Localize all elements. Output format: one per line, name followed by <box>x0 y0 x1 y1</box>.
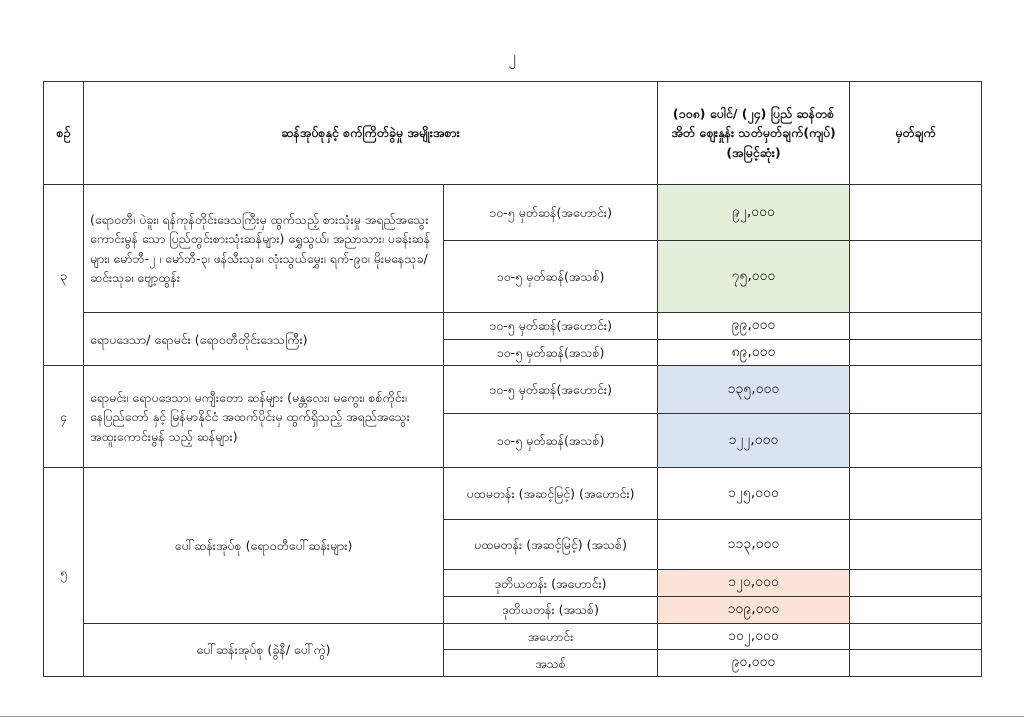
header-category: ဆန်အုပ်စုနှင့် စက်ကြိတ်ခွဲမှု အမျိုးအစား <box>84 82 658 185</box>
row-number: ၅ <box>44 468 84 677</box>
category-desc: ရောမင်း၊ ရောပဒေသာ၊ မကျီးတော ဆန်များ (မန္တလေး၊ မကွေး၊ စစ်ကိုင်း၊ နေပြည်တော် နှင့် မြန်မာနိုင်ငံ အထက်ပိုင်းမှ ထွက်ရှိသည့် အရည်အသွေး အထူးကောင်းမွန် သည့် ဆန်များ) <box>84 366 444 468</box>
remark-cell <box>850 570 982 597</box>
price-cell: ၁၂၀,၀၀၀ <box>658 570 850 597</box>
grade-cell: ၁၀-၅ မှတ်ဆန်(အသစ်) <box>444 339 658 366</box>
price-cell: ၉၀,၀၀၀ <box>658 650 850 677</box>
grade-cell: ၁၀-၅ မှတ်ဆန်(အသစ်) <box>444 414 658 468</box>
grade-cell: ဒုတိယတန်း (အဟောင်း) <box>444 570 658 597</box>
grade-cell: ဒုတိယတန်း (အသစ်) <box>444 597 658 624</box>
remark-cell <box>850 366 982 414</box>
table-row <box>44 366 982 414</box>
price-cell: ၉၂,၀၀၀ <box>658 185 850 241</box>
remark-cell <box>850 414 982 468</box>
remark-cell <box>850 597 982 624</box>
header-no: စဉ် <box>44 82 84 185</box>
grade-cell: ၁၀-၅ မှတ်ဆန်(အသစ်) <box>444 241 658 313</box>
grade-cell: ၁၀-၅ မှတ်ဆန်(အဟောင်း) <box>444 366 658 414</box>
header-price: (၁၀၈) ပေါင်/ (၂၄) ပြည် ဆန်တစ်အိတ် ဈေးနှုန်း သတ်မှတ်ချက်(ကျပ်) (အမြင့်ဆုံး) <box>658 82 850 185</box>
price-cell: ၁၂၂,၀၀၀ <box>658 414 850 468</box>
grade-cell: ၁၀-၅ မှတ်ဆန်(အဟောင်း) <box>444 313 658 340</box>
price-cell: ၁၃၅,၀၀၀ <box>658 366 850 414</box>
row-number: ၄ <box>44 366 84 468</box>
remark-cell <box>850 313 982 340</box>
table-row <box>44 313 982 340</box>
category-desc: ပေါ်ဆန်းအုပ်စု (ရောဝတီပေါ်ဆန်းများ) <box>84 468 444 623</box>
category-desc: ရောပဒေသာ/ ရောမင်း (ရောဝတီတိုင်းဒေသကြီး) <box>84 313 444 366</box>
table-row <box>44 468 982 520</box>
grade-cell: ပထမတန်း (အဆင့်မြင့်) (အသစ်) <box>444 520 658 570</box>
remark-cell <box>850 339 982 366</box>
price-cell: ၁၀၂,၀၀၀ <box>658 623 850 650</box>
rice-price-table <box>43 81 982 677</box>
table-row <box>44 185 982 241</box>
price-cell: ၈၉,၀၀၀ <box>658 339 850 366</box>
price-cell: ၁၀၉,၀၀၀ <box>658 597 850 624</box>
remark-cell <box>850 468 982 520</box>
price-cell: ၁၁၃,၀၀၀ <box>658 520 850 570</box>
grade-cell: ၁၀-၅ မှတ်ဆန်(အဟောင်း) <box>444 185 658 241</box>
page-number: ၂ <box>508 48 516 66</box>
remark-cell <box>850 650 982 677</box>
remark-cell <box>850 623 982 650</box>
row-number: ၃ <box>44 185 84 366</box>
table-row <box>44 623 982 650</box>
header-remark: မှတ်ချက် <box>850 82 982 185</box>
grade-cell: အဟောင်း <box>444 623 658 650</box>
grade-cell: အသစ် <box>444 650 658 677</box>
category-desc: ပေါ်ဆန်းအုပ်စု (ခွဲနီ/ ပေါ်ကွဲ) <box>84 623 444 676</box>
remark-cell <box>850 185 982 241</box>
remark-cell <box>850 520 982 570</box>
remark-cell <box>850 241 982 313</box>
price-cell: ၉၉,၀၀၀ <box>658 313 850 340</box>
category-desc: (ရောဝတီ၊ ပဲခူး၊ ရန်ကုန်တိုင်းဒေသကြီးမှ ထွက်သည့် စားသုံးမှု အရည်အသွေး ကောင်းမွန် သော ပြည်တွင်းစားသုံးဆန်များ) ရွှေသွယ်၊ အညာသား၊ ပခန်းဆန်များ၊ မော်ဘီ-၂ ၊ မော်ဘီ-၃၊ ဖန်သီးသုခ၊ လုံးသွယ်မွှေး၊ ရက်-၉၀၊ မိုးမနေသုခ/ ဆင်းသုခ၊ ဗျော့ထွန်း <box>84 185 444 313</box>
price-cell: ၁၂၅,၀၀၀ <box>658 468 850 520</box>
header-row <box>44 82 982 185</box>
grade-cell: ပထမတန်း (အဆင့်မြင့်) (အဟောင်း) <box>444 468 658 520</box>
page-divider <box>0 716 1024 717</box>
price-cell: ၇၅,၀၀၀ <box>658 241 850 313</box>
